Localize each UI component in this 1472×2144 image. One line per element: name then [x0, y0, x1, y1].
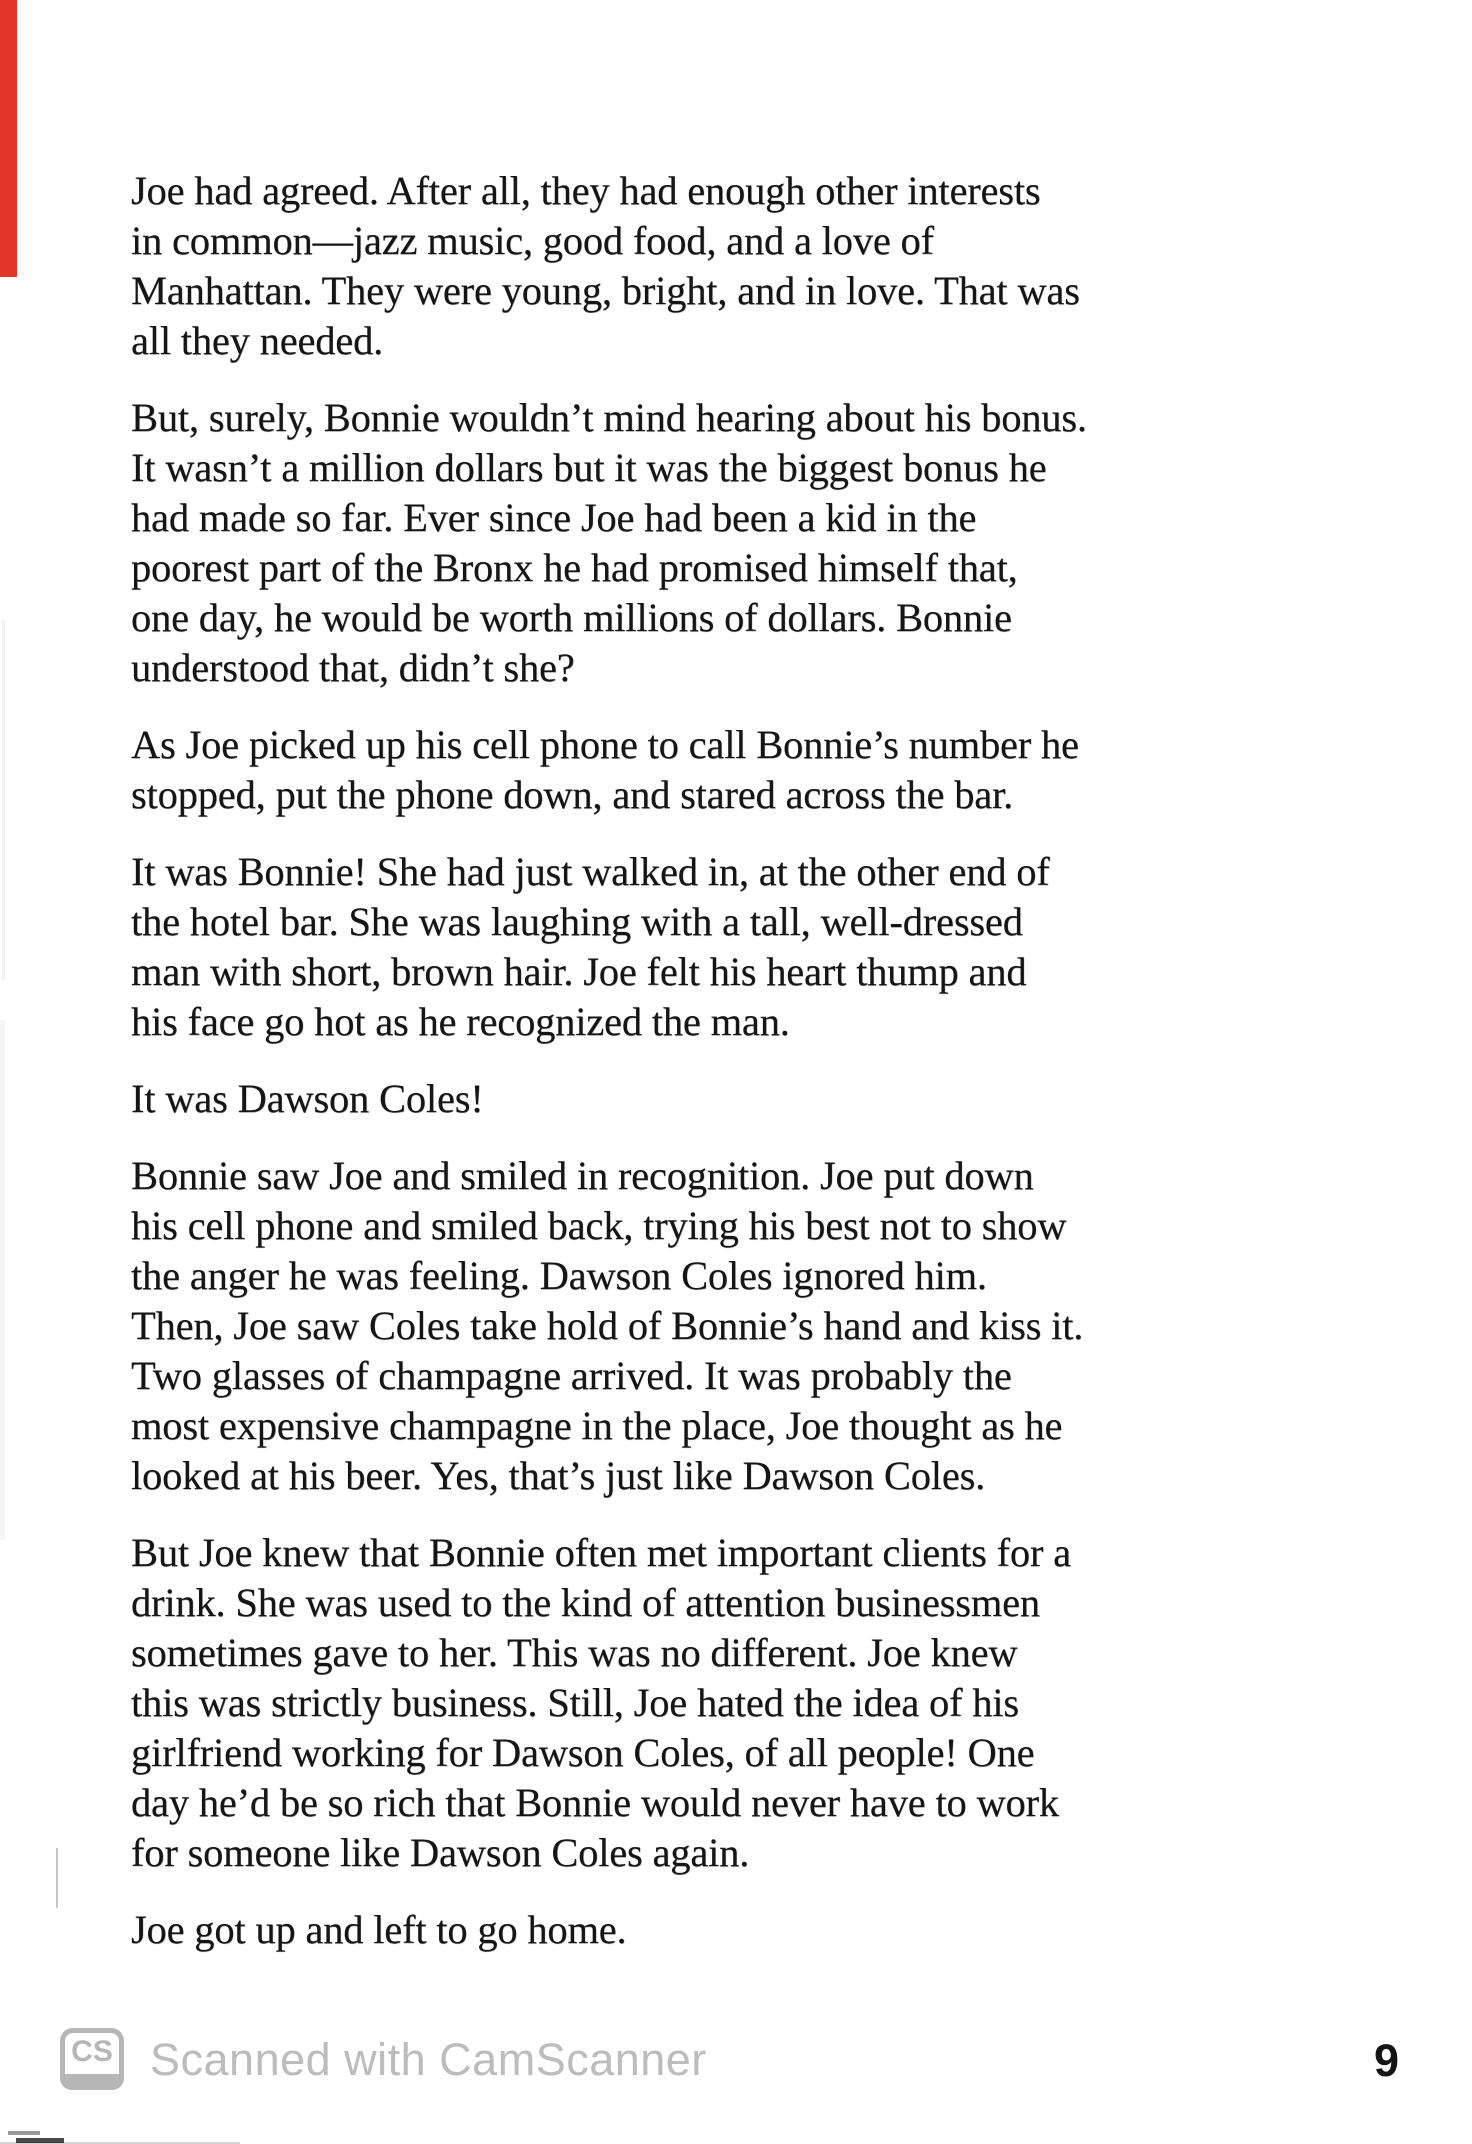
paragraph: Joe got up and left to go home.: [131, 1907, 627, 1952]
watermark-text: Scanned with CamScanner: [150, 2034, 707, 2085]
scan-artifact: [8, 2131, 40, 2135]
red-edge-stripe: [0, 0, 17, 277]
paragraph: But, surely, Bonnie wouldn’t mind hearing about his bonus. It wasn’t a million dollars but it was the biggest bonus he had made so far. Ever since Joe had been a kid in the poorest part of the Bronx he had promised himself that, one day, he would be worth millions of dollars. Bonnie understood that, didn’t she?: [131, 395, 1087, 690]
scan-artifact: [0, 1020, 5, 1540]
paragraph: But Joe knew that Bonnie often met important clients for a drink. She was used to the kind of attention businessmen sometimes gave to her. This was no different. Joe knew this was strictly business. Still, Joe hated the idea of his girlfriend working for Dawson Coles, of all people! One day he’d be so rich that Bonnie would never have to work for someone like Dawson Coles again.: [131, 1530, 1071, 1875]
paragraph: It was Dawson Coles!: [131, 1076, 484, 1121]
camscanner-logo-foot: [60, 2074, 124, 2090]
paragraph: Bonnie saw Joe and smiled in recognition. Joe put down his cell phone and smiled back, trying his best not to show the anger he was feeling. Dawson Coles ignored him. Then, Joe saw Coles take hold of Bonnie’s hand and kiss it. Two glasses of champagne arrived. It was probably the most expensive champagne in the place, Joe thought as he looked at his beer. Yes, that’s just like Dawson Coles.: [131, 1153, 1084, 1498]
scan-artifact: [56, 1848, 58, 1908]
camscanner-logo-icon: [60, 2028, 124, 2090]
page-text: [131, 166, 1359, 1982]
paragraph: It was Bonnie! She had just walked in, at the other end of the hotel bar. She was laughing with a tall, well-dressed man with short, brown hair. Joe felt his heart thump and his face go hot as he recognized the man.: [131, 849, 1050, 1044]
paragraph: Joe had agreed. After all, they had enough other interests in common—jazz music, good food, and a love of Manhattan. They were young, bright, and in love. That was all they needed.: [131, 168, 1080, 363]
scan-artifact: [16, 2138, 64, 2143]
scan-artifact: [2, 620, 5, 980]
page-number: 9: [1374, 2035, 1400, 2086]
camscanner-logo-letters: CS: [71, 2035, 113, 2068]
paragraph: As Joe picked up his cell phone to call Bonnie’s number he stopped, put the phone down, and stared across the bar.: [131, 722, 1079, 817]
